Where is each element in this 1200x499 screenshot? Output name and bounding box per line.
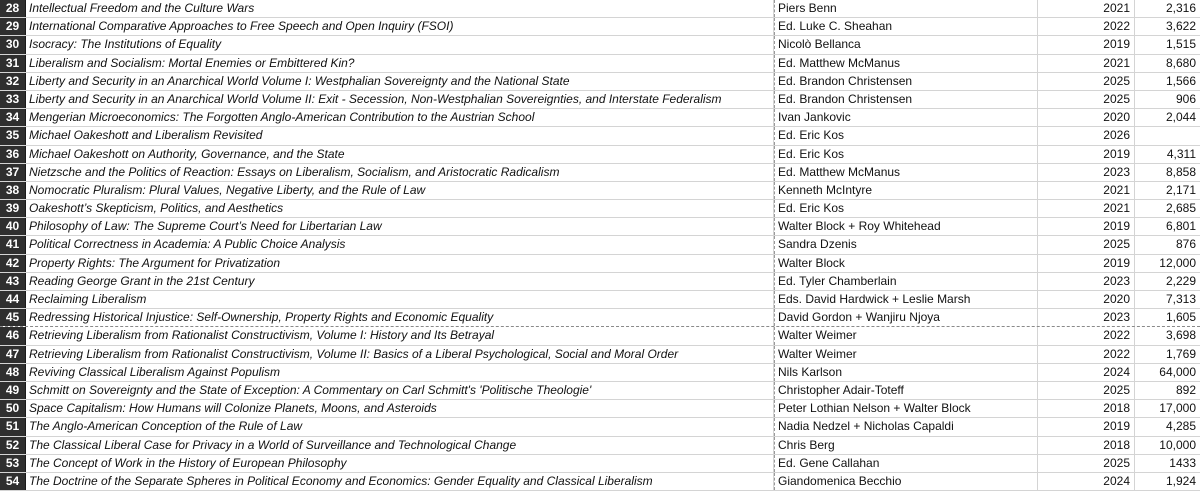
year-cell[interactable]: 2022	[1037, 327, 1135, 344]
year-cell[interactable]: 2022	[1037, 18, 1135, 35]
row-number[interactable]: 43	[0, 273, 26, 290]
row-number[interactable]: 52	[0, 437, 26, 454]
author-cell[interactable]: Walter Block	[774, 255, 1037, 272]
count-cell[interactable]: 1,566	[1165, 73, 1196, 88]
author-cell[interactable]: Eds. David Hardwick + Leslie Marsh	[774, 291, 1037, 308]
year-cell[interactable]: 2022	[1037, 346, 1135, 363]
year-cell[interactable]: 2025	[1037, 236, 1135, 253]
author-cell[interactable]: Walter Weimer	[774, 346, 1037, 363]
author-cell[interactable]: Sandra Dzenis	[774, 236, 1037, 253]
title-cell[interactable]: Philosophy of Law: The Supreme Court’s Need for Libertarian Law	[26, 218, 774, 235]
count-cell[interactable]: 1,515	[1165, 37, 1196, 52]
table-row[interactable]	[0, 182, 1200, 200]
table-row[interactable]	[0, 273, 1200, 291]
table-row[interactable]	[0, 473, 1200, 491]
year-cell[interactable]: 2019	[1037, 255, 1135, 272]
count-cell[interactable]: 4,311	[1166, 146, 1196, 161]
row-number[interactable]: 39	[0, 200, 26, 217]
table-row[interactable]	[0, 36, 1200, 54]
year-cell[interactable]: 2024	[1037, 473, 1135, 490]
table-row[interactable]	[0, 437, 1200, 455]
title-cell[interactable]: Mengerian Microeconomics: The Forgotten Anglo-American Contribution to the Austrian School	[26, 109, 774, 126]
year-cell[interactable]: 2025	[1037, 455, 1135, 472]
row-number[interactable]: 41	[0, 236, 26, 253]
author-cell[interactable]: Peter Lothian Nelson + Walter Block	[774, 400, 1037, 417]
title-cell[interactable]: Michael Oakeshott on Authority, Governance, and the State	[26, 146, 774, 163]
count-cell[interactable]: 2,685	[1165, 201, 1196, 216]
count-cell[interactable]: 8,858	[1165, 164, 1196, 179]
author-cell[interactable]: Ed. Brandon Christensen	[774, 73, 1037, 90]
count-cell[interactable]: 2,044	[1165, 110, 1196, 125]
table-row[interactable]	[0, 309, 1200, 327]
author-cell[interactable]: Chris Berg	[774, 437, 1037, 454]
year-cell[interactable]: 2019	[1037, 418, 1135, 435]
count-cell[interactable]: 3,698	[1165, 328, 1196, 343]
title-cell[interactable]: Liberty and Security in an Anarchical World Volume II: Exit - Secession, Non-Westphalian Sovereignties, and Interstate Federalism	[26, 91, 774, 108]
row-number[interactable]: 35	[0, 127, 26, 144]
row-number[interactable]: 42	[0, 255, 26, 272]
title-cell[interactable]: The Doctrine of the Separate Spheres in Political Economy and Economics: Gender Equality and Classical Liberalism	[26, 473, 774, 490]
author-cell[interactable]: Ed. Luke C. Sheahan	[774, 18, 1037, 35]
count-cell[interactable]: 1,605	[1165, 310, 1196, 325]
count-cell[interactable]: 876	[1175, 237, 1196, 252]
count-cell[interactable]: 1,769	[1165, 346, 1196, 361]
author-cell[interactable]: Ed. Matthew McManus	[774, 55, 1037, 72]
row-number[interactable]: 32	[0, 73, 26, 90]
table-row[interactable]	[0, 127, 1200, 145]
row-number[interactable]: 44	[0, 291, 26, 308]
year-cell[interactable]: 2023	[1037, 273, 1135, 290]
title-cell[interactable]: Nietzsche and the Politics of Reaction: Essays on Liberalism, Socialism, and Aristocratic Radicalism	[26, 164, 774, 181]
row-number[interactable]: 49	[0, 382, 26, 399]
year-cell[interactable]: 2023	[1037, 309, 1135, 326]
author-cell[interactable]: David Gordon + Wanjiru Njoya	[774, 309, 1037, 326]
count-cell[interactable]: 8,680	[1165, 55, 1196, 70]
title-cell[interactable]: Nomocratic Pluralism: Plural Values, Negative Liberty, and the Rule of Law	[26, 182, 774, 199]
table-row[interactable]	[0, 364, 1200, 382]
row-number[interactable]: 34	[0, 109, 26, 126]
count-cell[interactable]: 4,285	[1165, 419, 1196, 434]
count-cell[interactable]: 3,622	[1165, 19, 1196, 34]
year-cell[interactable]: 2021	[1037, 55, 1135, 72]
year-cell[interactable]: 2019	[1037, 218, 1135, 235]
table-row[interactable]	[0, 55, 1200, 73]
row-number[interactable]: 28	[0, 0, 26, 17]
year-cell[interactable]: 2021	[1037, 200, 1135, 217]
author-cell[interactable]: Nadia Nedzel + Nicholas Capaldi	[774, 418, 1037, 435]
title-cell[interactable]: The Concept of Work in the History of European Philosophy	[26, 455, 774, 472]
author-cell[interactable]: Nicolò Bellanca	[774, 36, 1037, 53]
table-row[interactable]	[0, 346, 1200, 364]
count-cell[interactable]: 64,000	[1159, 364, 1196, 379]
author-cell[interactable]: Ivan Jankovic	[774, 109, 1037, 126]
table-row[interactable]	[0, 327, 1200, 345]
row-number[interactable]: 40	[0, 218, 26, 235]
author-cell[interactable]: Ed. Brandon Christensen	[774, 91, 1037, 108]
table-row[interactable]	[0, 18, 1200, 36]
title-cell[interactable]: Schmitt on Sovereignty and the State of Exception: A Commentary on Carl Schmitt's 'Politische Theologie'	[26, 382, 774, 399]
title-cell[interactable]: Retrieving Liberalism from Rationalist Constructivism, Volume II: Basics of a Liberal Psychological, Social and Moral Order	[26, 346, 774, 363]
row-number[interactable]: 30	[0, 36, 26, 53]
count-cell[interactable]: 2,171	[1165, 182, 1196, 197]
author-cell[interactable]: Christopher Adair-Toteff	[774, 382, 1037, 399]
count-cell[interactable]: 906	[1175, 91, 1196, 106]
table-row[interactable]	[0, 200, 1200, 218]
title-cell[interactable]: The Anglo-American Conception of the Rule of Law	[26, 418, 774, 435]
table-row[interactable]	[0, 164, 1200, 182]
table-row[interactable]	[0, 109, 1200, 127]
title-cell[interactable]: Property Rights: The Argument for Privatization	[26, 255, 774, 272]
year-cell[interactable]: 2025	[1037, 91, 1135, 108]
year-cell[interactable]: 2020	[1037, 109, 1135, 126]
author-cell[interactable]: Ed. Eric Kos	[774, 146, 1037, 163]
row-number[interactable]: 46	[0, 327, 26, 344]
year-cell[interactable]: 2025	[1037, 382, 1135, 399]
year-cell[interactable]: 2021	[1037, 0, 1135, 17]
title-cell[interactable]: Isocracy: The Institutions of Equality	[26, 36, 774, 53]
title-cell[interactable]: Redressing Historical Injustice: Self-Ownership, Property Rights and Economic Equality	[26, 309, 774, 326]
count-cell[interactable]: 2,316	[1165, 1, 1196, 15]
author-cell[interactable]: Ed. Eric Kos	[774, 127, 1037, 144]
row-number[interactable]: 29	[0, 18, 26, 35]
table-row[interactable]	[0, 236, 1200, 254]
title-cell[interactable]: Michael Oakeshott and Liberalism Revisited	[26, 127, 774, 144]
row-number[interactable]: 38	[0, 182, 26, 199]
count-cell[interactable]: 7,313	[1165, 292, 1196, 306]
author-cell[interactable]: Walter Block + Roy Whitehead	[774, 218, 1037, 235]
author-cell[interactable]: Ed. Eric Kos	[774, 200, 1037, 217]
year-cell[interactable]: 2025	[1037, 73, 1135, 90]
row-number[interactable]: 47	[0, 346, 26, 363]
title-cell[interactable]: Liberalism and Socialism: Mortal Enemies or Embittered Kin?	[26, 55, 774, 72]
table-row[interactable]	[0, 146, 1200, 164]
row-number[interactable]: 36	[0, 146, 26, 163]
row-number[interactable]: 33	[0, 91, 26, 108]
title-cell[interactable]: Reviving Classical Liberalism Against Populism	[26, 364, 774, 381]
row-number[interactable]: 51	[0, 418, 26, 435]
title-cell[interactable]: Oakeshott’s Skepticism, Politics, and Aesthetics	[26, 200, 774, 217]
table-row[interactable]	[0, 400, 1200, 418]
year-cell[interactable]: 2018	[1037, 437, 1135, 454]
table-row[interactable]	[0, 218, 1200, 236]
title-cell[interactable]: Space Capitalism: How Humans will Colonize Planets, Moons, and Asteroids	[26, 400, 774, 417]
title-cell[interactable]: Political Correctness in Academia: A Public Choice Analysis	[26, 236, 774, 253]
row-number[interactable]: 37	[0, 164, 26, 181]
row-number[interactable]: 50	[0, 400, 26, 417]
table-row[interactable]	[0, 382, 1200, 400]
title-cell[interactable]: International Comparative Approaches to Free Speech and Open Inquiry (FSOI)	[26, 18, 774, 35]
author-cell[interactable]: Giandomenica Becchio	[774, 473, 1037, 490]
year-cell[interactable]: 2023	[1037, 164, 1135, 181]
table-row[interactable]	[0, 455, 1200, 473]
year-cell[interactable]: 2019	[1037, 146, 1135, 163]
year-cell[interactable]: 2020	[1037, 291, 1135, 308]
table-row[interactable]	[0, 0, 1200, 18]
count-cell[interactable]: 1,924	[1165, 473, 1196, 488]
row-number[interactable]: 45	[0, 309, 26, 326]
author-cell[interactable]: Nils Karlson	[774, 364, 1037, 381]
table-row[interactable]	[0, 73, 1200, 91]
row-number[interactable]: 31	[0, 55, 26, 72]
title-cell[interactable]: Intellectual Freedom and the Culture Wars	[26, 0, 774, 17]
author-cell[interactable]: Kenneth McIntyre	[774, 182, 1037, 199]
author-cell[interactable]: Ed. Tyler Chamberlain	[774, 273, 1037, 290]
count-cell[interactable]	[1135, 127, 1200, 144]
author-cell[interactable]: Walter Weimer	[774, 327, 1037, 344]
year-cell[interactable]: 2021	[1037, 182, 1135, 199]
count-cell[interactable]: 6,801	[1165, 219, 1196, 234]
count-cell[interactable]: 2,229	[1165, 273, 1196, 288]
author-cell[interactable]: Piers Benn	[774, 0, 1037, 17]
year-cell[interactable]: 2018	[1037, 400, 1135, 417]
title-cell[interactable]: Retrieving Liberalism from Rationalist Constructivism, Volume I: History and Its Betrayal	[26, 327, 774, 344]
count-cell[interactable]: 10,000	[1159, 437, 1196, 452]
year-cell[interactable]: 2026	[1037, 127, 1135, 144]
count-cell[interactable]: 1433	[1169, 455, 1196, 470]
table-row[interactable]	[0, 418, 1200, 436]
year-cell[interactable]: 2024	[1037, 364, 1135, 381]
table-row[interactable]	[0, 255, 1200, 273]
count-cell[interactable]: 17,000	[1159, 401, 1196, 416]
title-cell[interactable]: Reading George Grant in the 21st Century	[26, 273, 774, 290]
row-number[interactable]: 54	[0, 473, 26, 490]
row-number[interactable]: 53	[0, 455, 26, 472]
count-cell[interactable]: 892	[1175, 382, 1196, 397]
title-cell[interactable]: The Classical Liberal Case for Privacy in a World of Surveillance and Technological Change	[26, 437, 774, 454]
table-row[interactable]	[0, 91, 1200, 109]
title-cell[interactable]: Reclaiming Liberalism	[26, 291, 774, 308]
table-row[interactable]	[0, 291, 1200, 309]
row-number[interactable]: 48	[0, 364, 26, 381]
year-cell[interactable]: 2019	[1037, 36, 1135, 53]
author-cell[interactable]: Ed. Gene Callahan	[774, 455, 1037, 472]
author-cell[interactable]: Ed. Matthew McManus	[774, 164, 1037, 181]
count-cell[interactable]: 12,000	[1159, 255, 1196, 270]
title-cell[interactable]: Liberty and Security in an Anarchical World Volume I: Westphalian Sovereignty and the National State	[26, 73, 774, 90]
